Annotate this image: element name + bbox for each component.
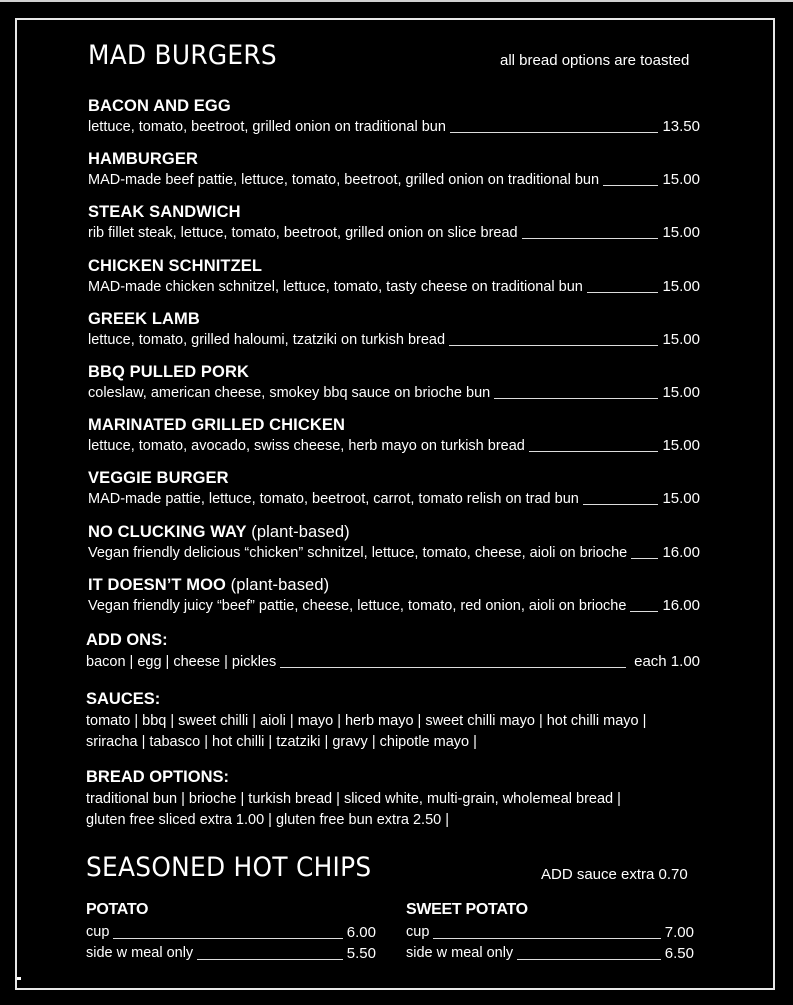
- item-name: [88, 255, 700, 277]
- bread-line-2: gluten free sliced extra 1.00 | gluten free bun extra 2.50 |: [86, 812, 450, 828]
- addons-row: [86, 652, 700, 672]
- sweet-potato-title: SWEET POTATO: [406, 901, 528, 918]
- item-price: 15.00: [662, 330, 700, 348]
- item-price: 15.00: [662, 171, 700, 189]
- chips-note: ADD sauce extra 0.70: [541, 866, 688, 883]
- menu-item: [88, 95, 700, 137]
- item-subtitle: (plant-based): [225, 575, 330, 594]
- item-title: BBQ PULLED PORK: [88, 363, 250, 381]
- item-price: 15.00: [662, 277, 700, 295]
- menu-item: [88, 574, 700, 616]
- menu-item: [88, 467, 700, 509]
- addons-title: ADD ONS:: [86, 631, 168, 649]
- item-row: [88, 170, 700, 190]
- leader-line: [197, 959, 343, 960]
- item-row: [88, 489, 700, 509]
- bread-section: [86, 765, 706, 831]
- corner-mark: [17, 977, 21, 980]
- item-row: [88, 383, 700, 403]
- sweet-potato-row-cup: [406, 922, 694, 943]
- potato-side-price: 5.50: [346, 945, 376, 962]
- addons-price: each 1.00: [634, 653, 700, 670]
- item-title: CHICKEN SCHNITZEL: [88, 256, 263, 275]
- item-name: [88, 521, 700, 543]
- leader-line: [433, 938, 660, 939]
- item-price: 15.00: [662, 224, 700, 242]
- item-price: 15.00: [662, 490, 700, 508]
- item-price: 15.00: [662, 384, 700, 401]
- item-desc: lettuce, tomato, beetroot, grilled onion on traditional bun: [88, 119, 446, 135]
- sauces-line-1: tomato | bbq | sweet chilli | aioli | mayo | herb mayo | sweet chilli mayo | hot chilli mayo |: [86, 713, 647, 729]
- potato-side-label: side w meal only: [86, 945, 194, 961]
- leader-line: [280, 667, 626, 668]
- item-price: 13.50: [662, 118, 700, 135]
- sweet-potato-row-side: [406, 943, 694, 964]
- item-price: 16.00: [662, 543, 700, 561]
- item-name: [88, 414, 700, 436]
- item-row: [88, 596, 700, 616]
- sweet-potato-side-price: 6.50: [664, 945, 694, 962]
- leader-line: [603, 185, 658, 186]
- leader-line: [583, 504, 659, 505]
- item-name: [88, 95, 700, 117]
- sweet-potato-cup-price: 7.00: [664, 924, 694, 941]
- leader-line: [631, 558, 658, 559]
- item-price: 16.00: [662, 596, 700, 614]
- item-title: HAMBURGER: [88, 150, 198, 169]
- menu-item: [88, 255, 700, 297]
- leader-line: [450, 132, 659, 133]
- item-row: [88, 330, 700, 350]
- item-price: 15.00: [662, 437, 700, 455]
- item-row: [88, 117, 700, 137]
- item-row: [88, 277, 700, 297]
- menu-item: [88, 521, 700, 563]
- addons-desc: bacon | egg | cheese | pickles: [86, 654, 277, 670]
- item-desc: Vegan friendly delicious “chicken” schnitzel, lettuce, tomato, cheese, aioli on brioche: [88, 544, 628, 561]
- potato-title: POTATO: [86, 901, 149, 918]
- item-name: [88, 148, 700, 170]
- item-title: MARINATED GRILLED CHICKEN: [88, 416, 346, 435]
- menu-item: [88, 414, 700, 456]
- leader-line: [113, 938, 342, 939]
- item-desc: MAD-made chicken schnitzel, lettuce, tomato, tasty cheese on traditional bun: [88, 278, 583, 295]
- item-subtitle: (plant-based): [246, 522, 350, 541]
- potato-row-side: [86, 943, 376, 964]
- potato-cup-price: 6.00: [346, 924, 376, 941]
- item-name: [88, 201, 700, 223]
- item-name: [88, 308, 700, 330]
- sweet-potato-cup-label: cup: [406, 924, 430, 940]
- sauces-line-2: sriracha | tabasco | hot chilli | tzatziki | gravy | chipotle mayo |: [86, 734, 477, 750]
- bread-line-1: traditional bun | brioche | turkish bread | sliced white, multi-grain, wholemeal bread |: [86, 791, 621, 807]
- item-desc: lettuce, tomato, avocado, swiss cheese, herb mayo on turkish bread: [88, 438, 525, 455]
- item-row: [88, 223, 700, 243]
- potato-section: [86, 898, 376, 964]
- item-desc: rib fillet steak, lettuce, tomato, beetroot, grilled onion on slice bread: [88, 225, 518, 242]
- sauces-title: SAUCES:: [86, 690, 161, 708]
- item-title: STEAK SANDWICH: [88, 203, 241, 222]
- burgers-title: MAD BURGERS: [88, 40, 277, 71]
- item-title: GREEK LAMB: [88, 309, 200, 328]
- menu-item: [88, 361, 700, 403]
- item-desc: Vegan friendly juicy “beef” pattie, cheese, lettuce, tomato, red onion, aioli on brioche: [88, 597, 627, 614]
- item-desc: MAD-made beef pattie, lettuce, tomato, beetroot, grilled onion on traditional bun: [88, 172, 600, 189]
- item-row: [88, 436, 700, 456]
- item-desc: lettuce, tomato, grilled haloumi, tzatziki on turkish bread: [88, 331, 446, 348]
- item-name: [88, 467, 700, 489]
- leader-line: [587, 292, 659, 293]
- burgers-note: all bread options are toasted: [500, 52, 690, 69]
- menu-item: [88, 201, 700, 243]
- potato-cup-label: cup: [86, 924, 110, 940]
- item-title: VEGGIE BURGER: [88, 469, 229, 488]
- addons-section: [86, 628, 706, 672]
- top-edge-line: [0, 0, 793, 2]
- menu-item: [88, 308, 700, 350]
- sweet-potato-side-label: side w meal only: [406, 945, 514, 961]
- leader-line: [630, 611, 658, 612]
- menu-item: [88, 148, 700, 190]
- item-title: BACON AND EGG: [88, 97, 231, 115]
- item-desc: coleslaw, american cheese, smokey bbq sauce on brioche bun: [88, 385, 491, 401]
- chips-title: SEASONED HOT CHIPS: [86, 852, 372, 883]
- leader-line: [494, 398, 658, 399]
- sauces-section: [86, 687, 706, 753]
- potato-row-cup: [86, 922, 376, 943]
- bread-title: BREAD OPTIONS:: [86, 768, 230, 786]
- sweet-potato-section: [406, 898, 694, 964]
- item-title: NO CLUCKING WAY: [88, 522, 247, 541]
- leader-line: [517, 959, 661, 960]
- leader-line: [449, 345, 658, 346]
- item-row: [88, 543, 700, 563]
- item-desc: MAD-made pattie, lettuce, tomato, beetroot, carrot, tomato relish on trad bun: [88, 491, 579, 508]
- item-title: IT DOESN’T MOO: [88, 575, 226, 594]
- leader-line: [529, 451, 659, 452]
- item-name: [88, 574, 700, 596]
- leader-line: [522, 238, 659, 239]
- item-name: [88, 361, 700, 383]
